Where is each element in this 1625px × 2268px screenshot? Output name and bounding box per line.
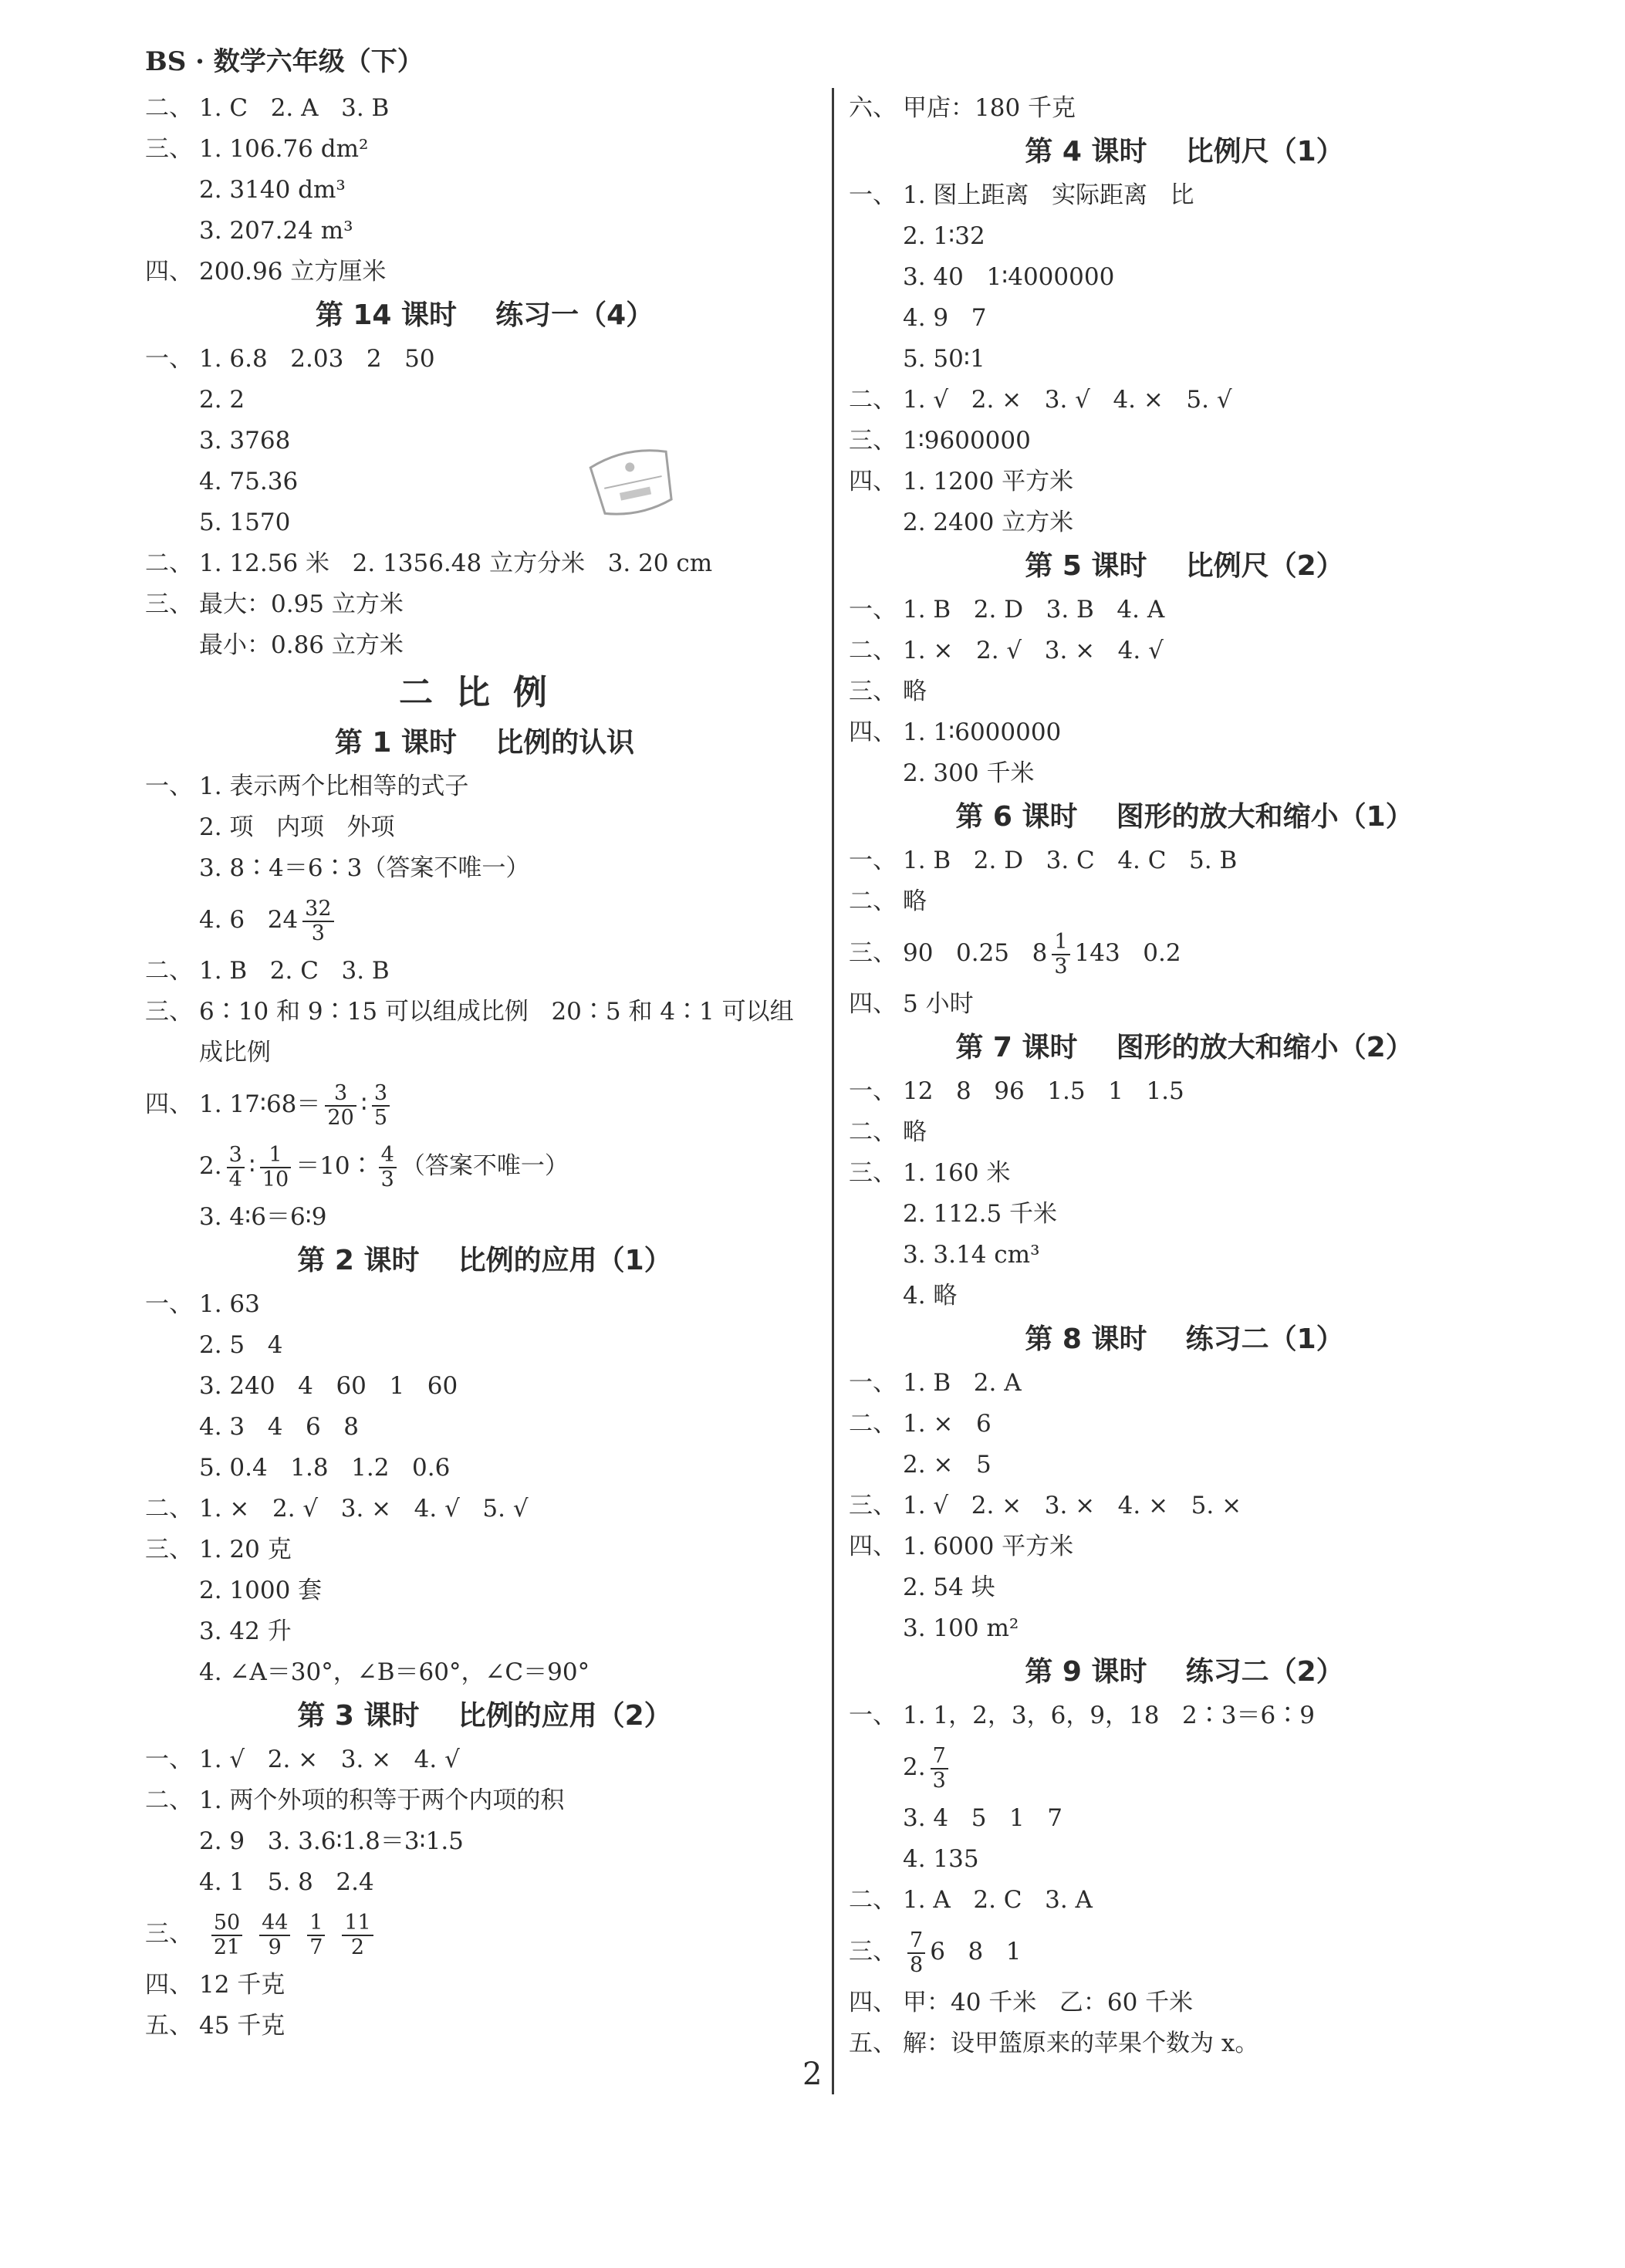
answer-line: 四、 12 千克 [145,1971,285,1999]
lesson-heading: 第 4 课时 比例尺（1） [1025,136,1344,167]
answer-line: 四、 1. 6000 平方米 [849,1533,1074,1560]
answer-line: 三、 $\frac{7}{8}$ 6 8 1 [849,1928,1022,1977]
fraction: $\frac{3}{4}$ [227,1144,245,1191]
answer-line: 2. 112.5 千米 [903,1200,1058,1228]
answer-line: 最小：0.86 立方米 [199,631,404,659]
answer-line: 3. 4 5 1 7 [903,1804,1063,1832]
answer-line: 3. 4∶6＝6∶9 [199,1203,327,1231]
answer-line: 二、 1. 两个外项的积等于两个内项的积 [145,1786,565,1814]
answer-line: 2. × 5 [903,1451,992,1479]
fraction: $\frac{1}{7}$ [307,1911,325,1959]
answer-line: 一、 12 8 96 1.5 1 1.5 [849,1077,1184,1105]
answer-line: 4. 75.36 [199,468,299,495]
answer-line: 2. 3140 dm³ [199,176,346,204]
fraction: $\frac{44}{9}$ [259,1911,290,1959]
answer-line: 3. 3.14 cm³ [903,1241,1040,1269]
answer-line: 四、 5 小时 [849,990,974,1018]
answer-line: 一、 1. 6.8 2.03 2 50 [145,345,435,373]
page-number: 2 [802,2057,823,2092]
answer-line: 3. 8∶4＝6∶3（答案不唯一） [199,854,530,882]
answer-line: 一、 1. 图上距离 实际距离 比 [849,181,1194,209]
answer-line: 3. 42 升 [199,1617,292,1645]
fraction: $\frac{4}{3}$ [379,1144,397,1191]
answer-line: 三、 $\frac{50}{21}$ $\frac{44}{9}$ $\frac{1}{7}$ $\frac{11}{2}$ [145,1903,824,1965]
answer-line: 二、 1. × 2. √ 3. × 4. √ 5. √ [145,1495,529,1523]
fraction: $\frac{3}{5}$ [372,1082,390,1130]
lesson-heading: 第 9 课时 练习二（2） [1025,1656,1344,1688]
fraction: $\frac{1}{10}$ [260,1144,291,1191]
answer-line: 二、 1. A 2. C 3. A [849,1886,1093,1914]
fraction: $\frac{7}{8}$ [907,1929,925,1977]
answer-line: 2. $\frac{7}{3}$ [849,1736,1520,1798]
lesson-heading: 第 5 课时 比例尺（2） [1025,550,1344,582]
lesson-heading: 第 6 课时 图形的放大和缩小（1） [955,801,1414,833]
answer-line: 三、 略 [849,678,927,705]
answer-line: 五、 45 千克 [145,2012,285,2040]
answer-line: 三、 1. 106.76 dm² [145,135,369,163]
answer-line: 4. 略 [903,1282,958,1310]
answer-line: 5. 1570 [199,509,291,536]
answer-line: 2. 9 3. 3.6∶1.8＝3∶1.5 [199,1827,464,1855]
answer-line: 三、 1. 160 米 [849,1159,1011,1187]
lesson-heading: 第 2 课时 比例的应用（1） [297,1245,672,1276]
fraction: $\frac{7}{3}$ [931,1745,948,1793]
answer-line: 3. 240 4 60 1 60 [199,1372,458,1400]
answer-line: 3. 3768 [199,427,291,455]
answer-line: 4. 6 24 $\frac{32}{3}$ [145,889,824,951]
left-column [145,88,824,2047]
answer-line: 二、 1. × 2. √ 3. × 4. √ [849,637,1164,664]
lesson-heading: 第 7 课时 图形的放大和缩小（2） [955,1032,1414,1063]
answer-line: 二、 1. B 2. C 3. B [145,957,390,985]
answer-line: 二、 略 [849,887,927,915]
answer-line: 二、 略 [849,1118,927,1146]
lesson-heading: 第 3 课时 比例的应用（2） [297,1700,672,1732]
answer-line: 四、 1. 17∶68＝ $\frac{3}{20}$ ∶ $\frac{3}{5}$ [145,1073,824,1135]
answer-line: 2. 2400 立方米 [903,509,1074,536]
answer-line: 五、 解：设甲篮原来的苹果个数为 x。 [849,2030,1259,2057]
answer-line: 2. 1000 套 [199,1577,323,1604]
answer-line: 二、 1. C 2. A 3. B [145,94,390,122]
chapter-title: 二比例 [399,673,570,712]
answer-line: 六、 甲店：180 千克 [849,94,1076,122]
answer-line: 四、 1. 1200 平方米 [849,468,1074,495]
page-header: BS · 数学六年级（下） [145,46,424,77]
answer-line: 5. 0.4 1.8 1.2 0.6 [199,1454,451,1482]
answer-line: 一、 1. √ 2. × 3. × 4. √ [145,1746,460,1773]
answer-line: 2. 1∶32 [903,222,985,250]
answer-line: 4. 135 [903,1845,979,1873]
answer-line: 2. 5 4 [199,1331,283,1359]
answer-line: 三、 6∶10 和 9∶15 可以组成比例 20∶5 和 4∶1 可以组 [145,998,794,1026]
answer-line: 一、 1. B 2. A [849,1369,1022,1397]
answer-line: 二、 1. × 6 [849,1410,992,1438]
answer-line: 三、 90 0.25 8 $\frac{1}{3}$ 143 0.2 [849,929,1181,979]
answer-line: 四、 甲：40 千米 乙：60 千米 [849,1989,1194,2016]
answer-line: 3. 40 1∶4000000 [903,263,1115,291]
fraction: $\frac{32}{3}$ [302,897,333,945]
answer-line: 3. 100 m² [903,1614,1019,1642]
answer-line: 四、 200.96 立方厘米 [145,258,387,286]
answer-line: 4. 3 4 6 8 [199,1413,360,1441]
answer-line: 三、 1. √ 2. × 3. × 4. × 5. × [849,1492,1242,1519]
lesson-heading: 第 8 课时 练习二（1） [1025,1323,1344,1355]
answer-line: 二、 1. √ 2. × 3. √ 4. × 5. √ [849,386,1232,414]
answer-line: 4. ∠A＝30°，∠B＝60°，∠C＝90° [199,1658,590,1686]
fraction: $\frac{1}{3}$ [1052,931,1069,979]
answer-line: 4. 1 5. 8 2.4 [199,1868,374,1896]
answer-line: 成比例 [199,1039,271,1066]
answer-line: 4. 9 7 [903,304,987,332]
answer-line: 一、 1. B 2. D 3. B 4. A [849,596,1165,624]
answer-line: 四、 1. 1∶6000000 [849,718,1062,746]
answer-line: 2. 项 内项 外项 [199,813,395,841]
answer-line: 3. 207.24 m³ [199,217,353,245]
answer-line: 一、 1. 1，2，3，6，9，18 2∶3＝6∶9 [849,1702,1315,1729]
answer-line: 2. 2 [199,386,245,414]
right-column [849,88,1520,2064]
lesson-heading: 第 14 课时 练习一（4） [315,299,654,331]
fraction: $\frac{11}{2}$ [342,1911,373,1959]
fraction: $\frac{50}{21}$ [211,1911,242,1959]
answer-line: 三、 1∶9600000 [849,427,1031,455]
column-divider [832,88,834,2094]
fraction: $\frac{3}{20}$ [325,1082,356,1130]
lesson-heading: 第 1 课时 比例的认识 [334,727,635,759]
answer-line: 二、 1. 12.56 米 2. 1356.48 立方分米 3. 20 cm [145,549,713,577]
answer-line: 一、 1. 63 [145,1290,260,1318]
answer-line: 三、 1. 20 克 [145,1536,292,1563]
answer-line: 三、 最大：0.95 立方米 [145,590,404,618]
answer-line: 2. 300 千米 [903,759,1035,787]
answer-line: 5. 50∶1 [903,345,985,373]
answer-line: 一、 1. B 2. D 3. C 4. C 5. B [849,847,1238,874]
answer-line: 一、 1. 表示两个比相等的式子 [145,772,469,800]
answer-line: 2. 54 块 [903,1573,995,1601]
answer-line: 2. $\frac{3}{4}$ ∶ $\frac{1}{10}$ ＝10∶ $\frac{4}{3}$ （答案不唯一） [199,1142,569,1191]
